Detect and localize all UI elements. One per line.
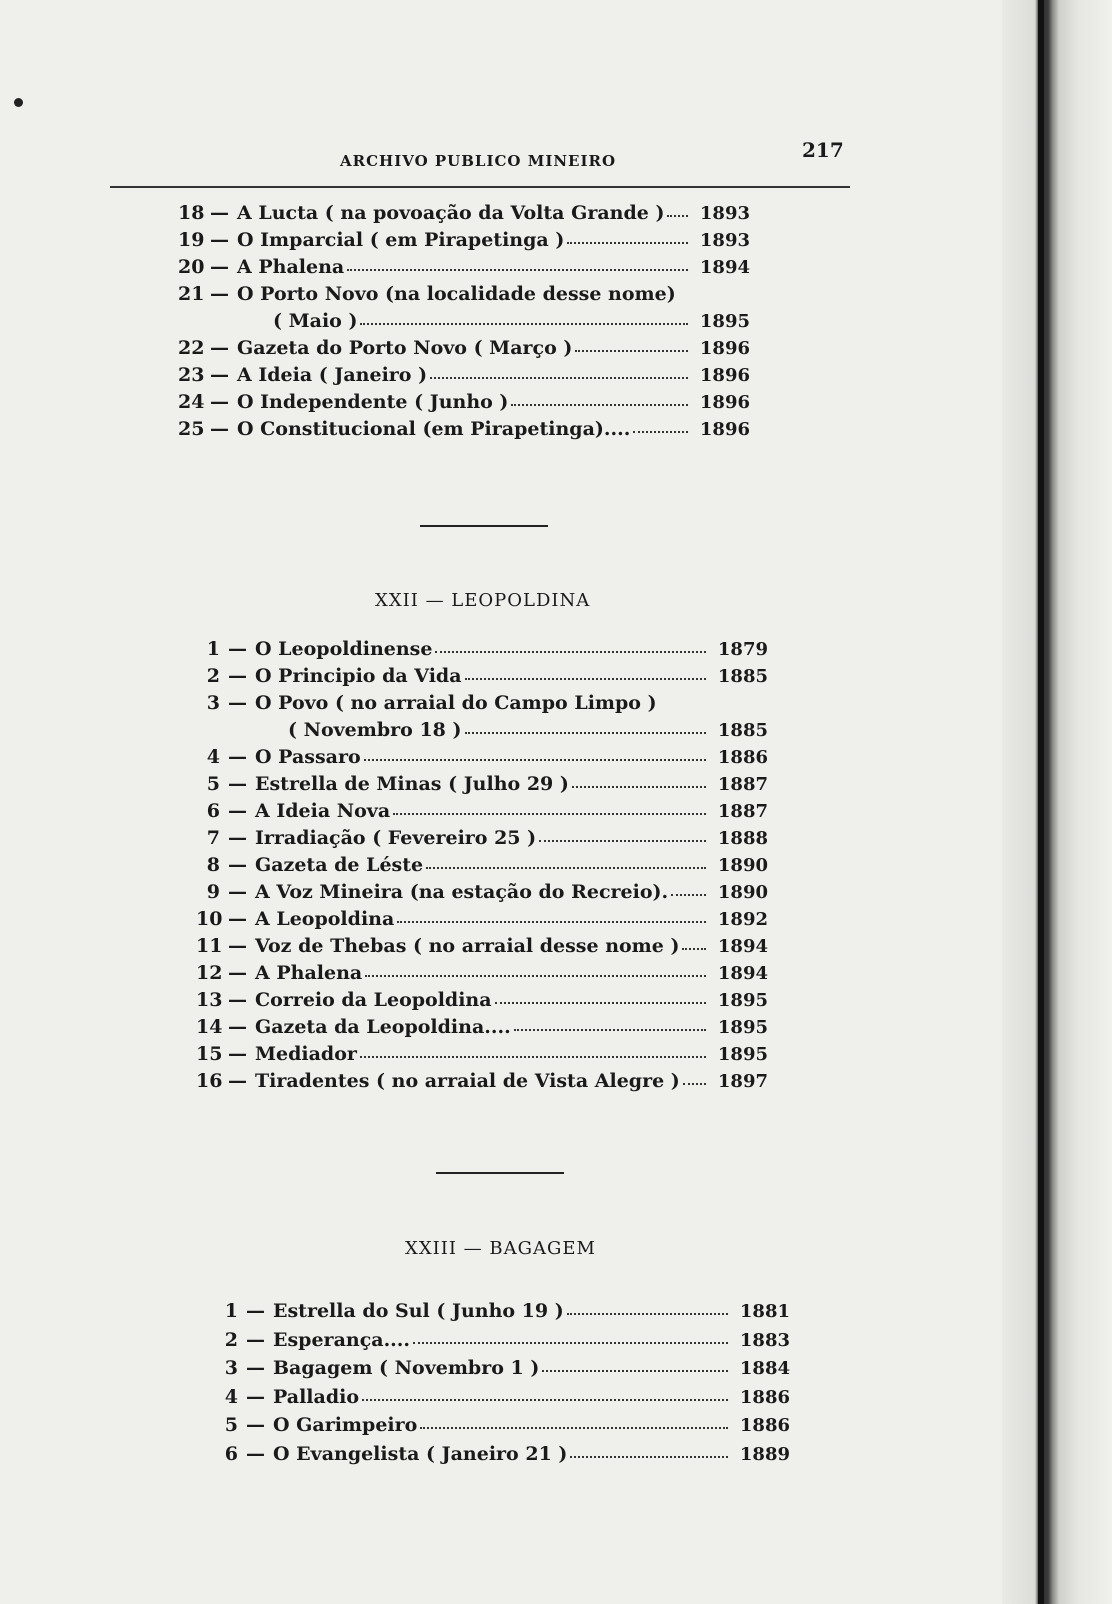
dot-leader (420, 1413, 728, 1429)
list-item (196, 962, 768, 989)
entry-continuation: ( Maio ) (273, 310, 358, 332)
entry-number: 6 (206, 800, 220, 822)
entry-number: 11 (196, 935, 223, 957)
entry-title: A Phalena (255, 962, 363, 984)
entry-dash: — (246, 1442, 265, 1465)
entry-year: 1893 (699, 230, 750, 251)
dot-leader (495, 988, 706, 1004)
dot-leader (633, 417, 688, 433)
entry-title: O Povo ( no arraial do Campo Limpo ) (255, 692, 657, 714)
entry-dash: — (246, 1300, 265, 1322)
entry-number: 15 (196, 1043, 223, 1065)
entry-dash: — (228, 908, 247, 930)
entry-dash: — (228, 935, 247, 957)
entry-title: A Ideia ( Janeiro ) (237, 364, 428, 386)
dot-leader (683, 1069, 706, 1085)
entry-dash: — (246, 1328, 265, 1351)
page-header (150, 110, 850, 170)
entry-year: 1884 (739, 1358, 790, 1379)
dot-leader (679, 284, 750, 298)
entry-year: 1894 (699, 257, 750, 278)
entry-title: Bagagem ( Novembro 1 ) (273, 1357, 540, 1379)
entry-dash: — (228, 1016, 247, 1038)
entry-year: 1887 (717, 801, 768, 822)
entry-number: 4 (206, 746, 220, 768)
entry-number: 18 (178, 202, 205, 224)
entry-year: 1896 (699, 392, 750, 413)
list-item (196, 827, 768, 854)
entry-year: 1888 (717, 828, 768, 849)
entry-year: 1890 (717, 882, 768, 903)
entry-year: 1896 (699, 365, 750, 386)
list-item (178, 256, 750, 283)
entry-title: Gazeta de Léste (255, 854, 424, 876)
entry-title: Tiradentes ( no arraial de Vista Alegre ) (255, 1070, 680, 1092)
header-rule (110, 186, 850, 188)
section-divider (420, 525, 548, 527)
dot-leader (671, 880, 706, 896)
list-item (178, 418, 750, 445)
entry-title: Correio da Leopoldina (255, 989, 492, 1011)
entry-title: O Imparcial ( em Pirapetinga ) (237, 229, 565, 251)
entry-title: Estrella de Minas ( Julho 29 ) (255, 773, 569, 795)
entry-dash: — (228, 989, 247, 1011)
entry-dash: — (228, 638, 247, 660)
entry-dash: — (246, 1357, 265, 1379)
section-title-leopoldina: XXII — LEOPOLDINA (375, 590, 591, 611)
entry-year: 1889 (739, 1443, 790, 1465)
running-head: ARCHIVO PUBLICO MINEIRO (340, 152, 617, 170)
entry-number: 23 (178, 364, 205, 386)
entry-year: 1886 (717, 747, 768, 768)
list-item (196, 1016, 768, 1043)
dot-leader (360, 1042, 706, 1058)
dot-leader (572, 772, 706, 788)
entry-dash: — (210, 283, 229, 305)
book-page (150, 110, 850, 170)
entry-title: A Ideia Nova (255, 800, 391, 822)
entry-year: 1895 (717, 990, 768, 1011)
entry-year: 1895 (717, 1017, 768, 1038)
dot-leader (567, 228, 688, 244)
entry-year: 1894 (717, 936, 768, 957)
entry-dash: — (228, 665, 247, 687)
list-item-continuation (273, 310, 750, 337)
entry-number: 10 (196, 908, 223, 930)
entry-year: 1895 (717, 1044, 768, 1065)
entry-title: A Lucta ( na povoação da Volta Grande ) (237, 202, 665, 224)
entry-number: 9 (206, 881, 220, 903)
entry-year: 1892 (717, 909, 768, 930)
list-item (196, 881, 768, 908)
dot-leader (660, 693, 768, 707)
dot-leader (426, 853, 706, 869)
entry-number: 14 (196, 1016, 223, 1038)
list-item (214, 1443, 790, 1470)
entry-year: 1893 (699, 203, 750, 224)
list-item (178, 283, 750, 310)
dot-leader (682, 934, 706, 950)
entry-title: A Voz Mineira (na estação do Recreio). (255, 881, 669, 903)
entry-title: O Independente ( Junho ) (237, 391, 509, 413)
list-item (178, 229, 750, 256)
entry-dash: — (228, 854, 247, 876)
list-item-continuation (288, 719, 768, 746)
entry-title: O Leopoldinense (255, 638, 433, 660)
entry-dash: — (210, 418, 229, 440)
entry-title: Voz de Thebas ( no arraial desse nome ) (255, 935, 680, 957)
entry-dash: — (210, 391, 229, 413)
entry-number: 7 (206, 827, 220, 849)
entry-dash: — (228, 1043, 247, 1065)
dot-leader (362, 1385, 728, 1401)
list-item (214, 1329, 790, 1356)
dot-leader (413, 1328, 728, 1344)
entry-year: 1887 (717, 774, 768, 795)
entry-dash: — (246, 1414, 265, 1436)
entry-year: 1895 (699, 311, 750, 332)
list-item (178, 364, 750, 391)
dot-leader (393, 799, 706, 815)
list-item (196, 746, 768, 773)
dot-leader (430, 363, 688, 379)
entry-year: 1881 (739, 1301, 790, 1322)
entry-number: 4 (224, 1385, 238, 1408)
entry-continuation: ( Novembro 18 ) (288, 719, 462, 741)
list-item (196, 1070, 768, 1097)
list-item (196, 989, 768, 1016)
entry-dash: — (210, 256, 229, 278)
dot-leader (465, 718, 706, 734)
entry-title: Palladio (273, 1385, 360, 1408)
dot-leader (360, 309, 688, 325)
entry-dash: — (228, 1070, 247, 1092)
list-item (196, 773, 768, 800)
entry-dash: — (228, 881, 247, 903)
entry-number: 25 (178, 418, 205, 440)
list-item (214, 1414, 790, 1441)
entry-dash: — (228, 827, 247, 849)
dot-leader (465, 664, 706, 680)
entry-year: 1885 (717, 720, 768, 741)
entry-year: 1890 (717, 855, 768, 876)
entry-dash: — (228, 746, 247, 768)
entry-year: 1883 (739, 1329, 790, 1351)
list-item (196, 638, 768, 665)
entry-title: Esperança.... (273, 1328, 411, 1351)
entry-number: 12 (196, 962, 223, 984)
entry-title: O Principio da Vida (255, 665, 462, 687)
dot-leader (570, 1442, 728, 1458)
entry-title: A Leopoldina (255, 908, 395, 930)
book-binding-edge (1002, 0, 1112, 1604)
entry-year: 1894 (717, 963, 768, 984)
dot-leader (435, 637, 706, 653)
list-item (178, 391, 750, 418)
entry-dash: — (210, 337, 229, 359)
dot-leader (667, 201, 688, 217)
entry-dash: — (210, 229, 229, 251)
entry-title: Gazeta do Porto Novo ( Março ) (237, 337, 573, 359)
entry-dash: — (210, 364, 229, 386)
entry-dash: — (246, 1385, 265, 1408)
list-item (196, 908, 768, 935)
dot-leader (397, 907, 706, 923)
list-item (196, 935, 768, 962)
entry-number: 22 (178, 337, 205, 359)
entry-number: 2 (206, 665, 220, 687)
dot-leader (511, 390, 688, 406)
entry-year: 1886 (739, 1386, 790, 1408)
list-item (196, 800, 768, 827)
dot-leader (365, 961, 706, 977)
entry-title: Mediador (255, 1043, 357, 1065)
entry-title: A Phalena (237, 256, 345, 278)
dot-leader (539, 826, 706, 842)
section-divider (436, 1172, 564, 1174)
entry-year: 1886 (739, 1415, 790, 1436)
list-item (196, 692, 768, 719)
entry-dash: — (228, 800, 247, 822)
entry-number: 19 (178, 229, 205, 251)
entry-number: 20 (178, 256, 205, 278)
page-number: 217 (802, 138, 844, 162)
list-item (178, 337, 750, 364)
entry-year: 1896 (699, 419, 750, 440)
list-item (196, 1043, 768, 1070)
entry-number: 24 (178, 391, 205, 413)
entry-dash: — (228, 773, 247, 795)
entry-title: O Passaro (255, 746, 361, 768)
entry-number: 5 (224, 1414, 238, 1436)
entry-dash: — (228, 962, 247, 984)
dot-leader (542, 1356, 728, 1372)
entry-number: 21 (178, 283, 205, 305)
section-title-bagagem: XXIII — BAGAGEM (405, 1238, 596, 1259)
entry-number: 8 (206, 854, 220, 876)
entry-dash: — (210, 202, 229, 224)
list-item (214, 1300, 790, 1327)
list-item (196, 665, 768, 692)
entry-title: Estrella do Sul ( Junho 19 ) (273, 1300, 564, 1322)
entry-number: 5 (206, 773, 220, 795)
entry-number: 3 (224, 1357, 238, 1379)
entry-number: 13 (196, 989, 223, 1011)
entry-title: O Garimpeiro (273, 1414, 418, 1436)
entry-title: O Constitucional (em Pirapetinga).... (237, 418, 631, 440)
entry-number: 1 (224, 1300, 238, 1322)
entry-title: O Evangelista ( Janeiro 21 ) (273, 1442, 568, 1465)
entry-title: O Porto Novo (na localidade desse nome) (237, 283, 676, 305)
entry-year: 1879 (717, 639, 768, 660)
list-item (196, 854, 768, 881)
entry-title: Gazeta da Leopoldina.... (255, 1016, 511, 1038)
entry-number: 16 (196, 1070, 223, 1092)
list-item (214, 1386, 790, 1413)
dot-leader (364, 745, 706, 761)
dot-leader (575, 336, 688, 352)
list-item (178, 202, 750, 229)
dot-leader (514, 1015, 706, 1031)
entry-title: Irradiação ( Fevereiro 25 ) (255, 827, 537, 849)
entry-number: 2 (224, 1328, 238, 1351)
dot-leader (567, 1299, 728, 1315)
entry-year: 1897 (717, 1071, 768, 1092)
dot-leader (347, 255, 688, 271)
entry-year: 1896 (699, 338, 750, 359)
entry-year: 1885 (717, 666, 768, 687)
ink-speck (14, 98, 23, 107)
entry-number: 1 (206, 638, 220, 660)
entry-number: 6 (224, 1442, 238, 1465)
list-item (214, 1357, 790, 1384)
entry-number: 3 (206, 692, 220, 714)
entry-dash: — (228, 692, 247, 714)
